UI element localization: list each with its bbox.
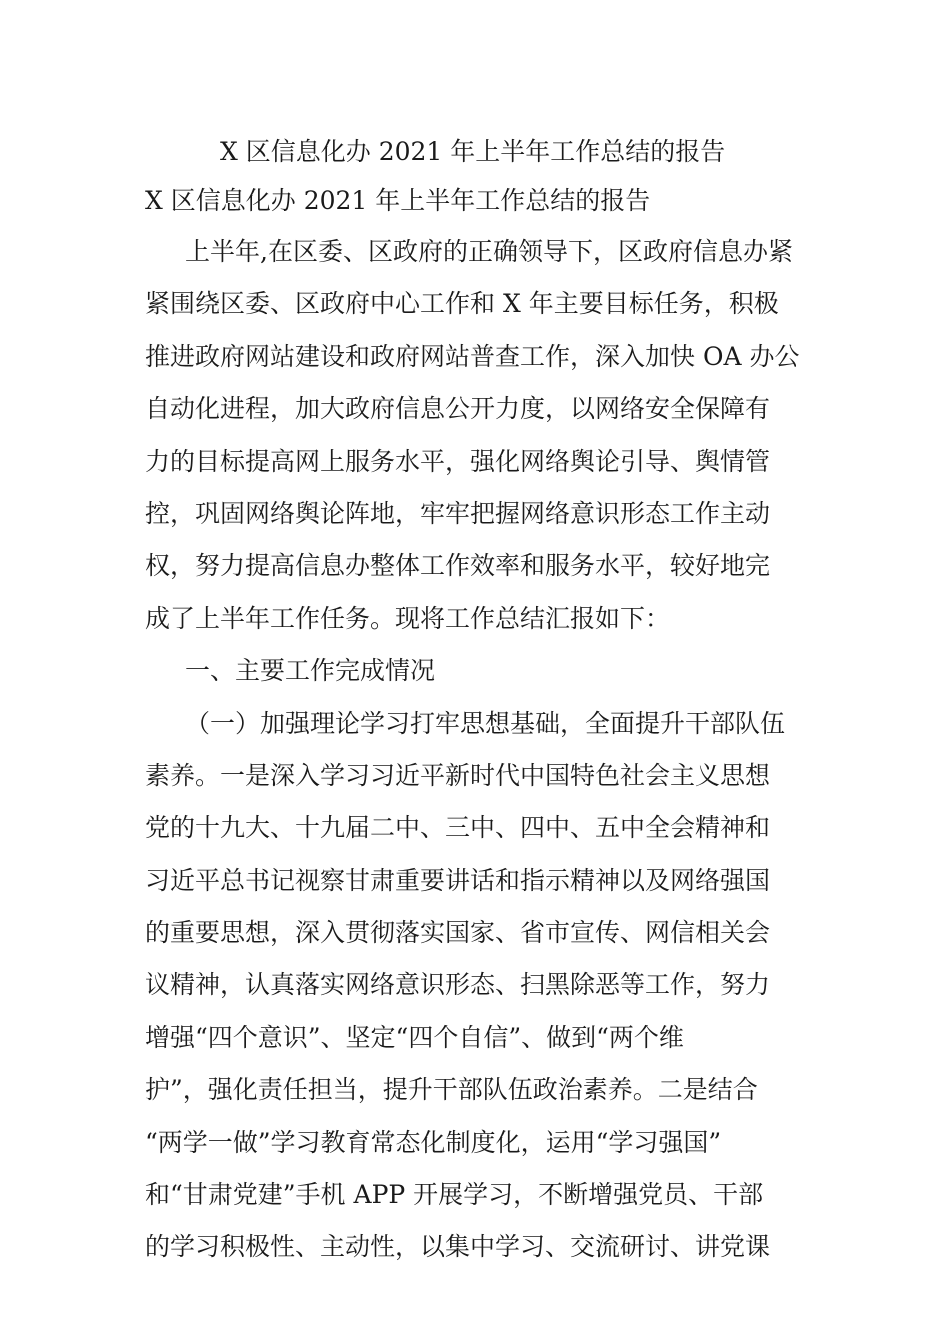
body-line: 上半年,在区委、区政府的正确领导下，区政府信息办紧 [185,237,793,266]
body-line: 控，巩固网络舆论阵地，牢牢把握网络意识形态工作主动 [145,498,771,528]
body-line: （一）加强理论学习打牢思想基础，全面提升干部队伍 [185,708,786,738]
body-line: “两学一做”学习教育常态化制度化，运用“学习强国” [145,1127,722,1157]
body-line: 素养。一是深入学习习近平新时代中国特色社会主义思想 [145,760,771,790]
body-line: 自动化进程，加大政府信息公开力度，以网络安全保障有 [145,394,771,424]
body-line: 权，努力提高信息办整体工作效率和服务水平，较好地完 [145,551,771,581]
document-title: X 区信息化办 2021 年上半年工作总结的报告 [220,137,726,166]
document-body [145,234,805,1282]
body-line: 的学习积极性、主动性，以集中学习、交流研讨、讲党课 [145,1232,771,1262]
body-line: 一、主要工作完成情况 [185,656,436,686]
body-line: 和“甘肃党建”手机 APP 开展学习，不断增强党员、干部 [145,1180,764,1210]
body-line: 习近平总书记视察甘肃重要讲话和指示精神以及网络强国 [145,865,771,895]
document-subtitle: X 区信息化办 2021 年上半年工作总结的报告 [145,186,651,215]
body-line: 成了上半年工作任务。现将工作总结汇报如下： [145,603,671,633]
body-line: 推进政府网站建设和政府网站普查工作，深入加快 OA 办公 [145,341,800,371]
body-line: 党的十九大、十九届二中、三中、四中、五中全会精神和 [145,813,771,843]
body-line: 的重要思想，深入贯彻落实国家、省市宣传、网信相关会 [145,918,771,948]
body-line: 紧围绕区委、区政府中心工作和 X 年主要目标任务，积极 [145,289,779,319]
body-line: 议精神，认真落实网络意识形态、扫黑除恶等工作，努力 [145,970,771,1000]
body-line: 护”，强化责任担当，提升干部队伍政治素养。二是结合 [145,1075,758,1105]
body-line: 增强“四个意识”、坚定“四个自信”、做到“两个维 [145,1022,684,1052]
body-line: 力的目标提高网上服务水平，强化网络舆论引导、舆情管 [145,446,771,476]
